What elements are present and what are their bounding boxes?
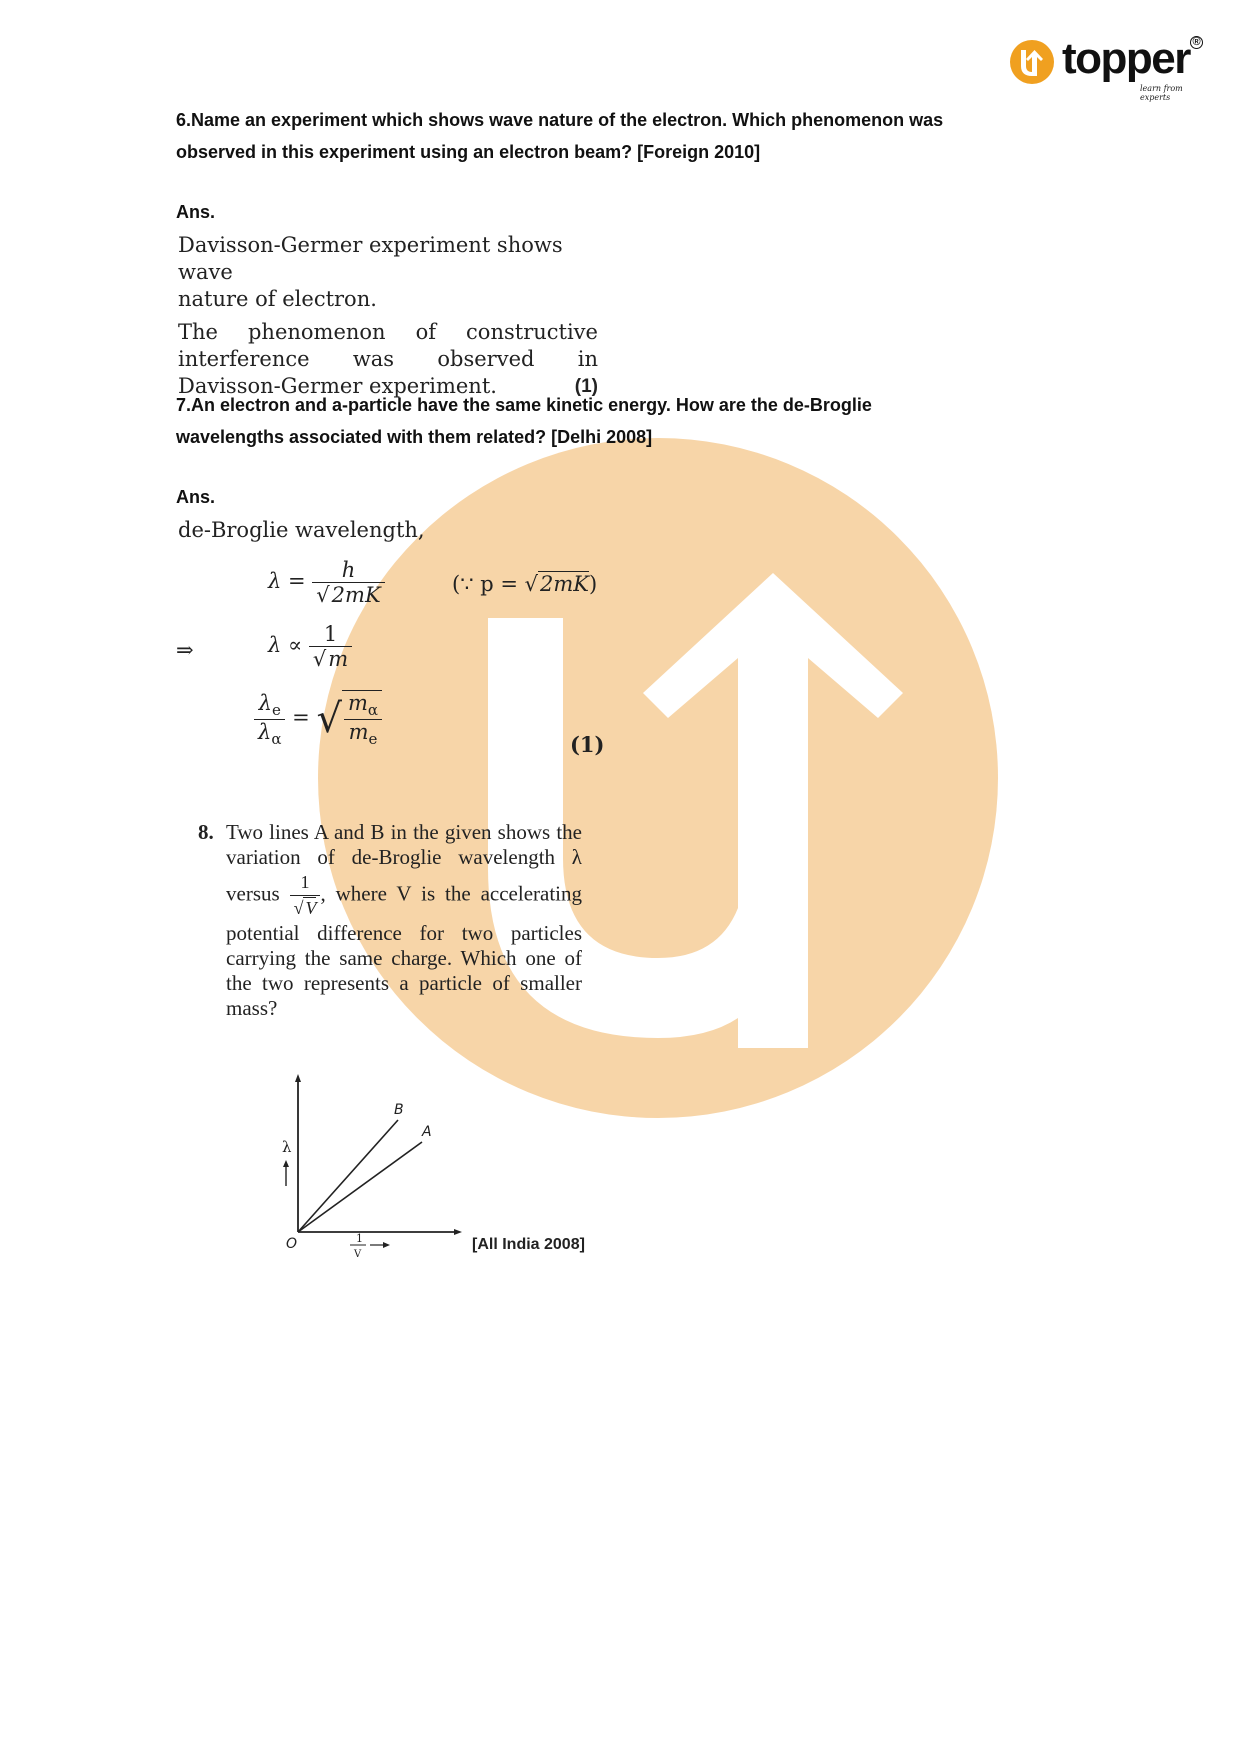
word: phenomenon bbox=[247, 320, 386, 344]
x-label-numerator: 1 bbox=[356, 1232, 363, 1245]
equation-2-lhs: λ ∝ bbox=[268, 633, 303, 657]
line-a bbox=[298, 1142, 422, 1232]
wavelength-graph bbox=[262, 1070, 482, 1260]
y-label-arrow-icon bbox=[283, 1160, 289, 1167]
answer-6-line-4 bbox=[178, 346, 598, 373]
line-a-label: A bbox=[422, 1124, 432, 1140]
subscript: e bbox=[368, 730, 378, 749]
equation-3-lhs-numerator bbox=[254, 691, 285, 720]
equation-1-numerator: h bbox=[312, 558, 384, 583]
question-7-line-2: wavelengths associated with them related? [Delhi 2008] bbox=[176, 427, 653, 447]
subscript: α bbox=[367, 701, 378, 720]
equation-3-lhs-denominator bbox=[254, 720, 285, 748]
word: The bbox=[178, 320, 218, 344]
brand-logo bbox=[1010, 34, 1210, 102]
note-radicand: 2mK bbox=[540, 572, 589, 596]
word: interference bbox=[178, 347, 310, 371]
line-b-label: B bbox=[394, 1102, 404, 1118]
question-6 bbox=[176, 104, 943, 168]
equation-1 bbox=[268, 558, 385, 607]
mass-symbol: m bbox=[348, 720, 369, 745]
question-8-text bbox=[226, 820, 582, 1021]
answer-6-line-3 bbox=[178, 319, 598, 346]
question-6-line-2: observed in this experiment using an electron beam? [Foreign 2010] bbox=[176, 142, 761, 162]
equation-2-denominator: √m bbox=[312, 647, 349, 671]
word: constructive bbox=[466, 320, 598, 344]
question-8-text-b: , where V is the accelerating potential difference for two particles carrying the same charge. Which one of the two represents a particle of smaller mass? bbox=[226, 881, 583, 1020]
equation-3-radicand-numerator bbox=[344, 691, 382, 720]
word: observed bbox=[437, 347, 535, 371]
equation-2 bbox=[268, 622, 352, 671]
registered-mark: ® bbox=[1190, 36, 1203, 49]
equals-sign: = bbox=[292, 705, 310, 730]
mass-symbol: m bbox=[347, 691, 368, 715]
answer-6-line-5-text: Davisson-Germer experiment. bbox=[178, 374, 497, 398]
word: in bbox=[577, 347, 598, 371]
equation-1-lhs: λ = bbox=[268, 569, 306, 593]
question-8-reference: [All India 2008] bbox=[472, 1236, 585, 1253]
answer-6-body bbox=[178, 232, 598, 400]
x-label-arrow-icon bbox=[383, 1242, 390, 1248]
y-axis-arrow-icon bbox=[295, 1074, 301, 1082]
equation-2-radicand: m bbox=[328, 647, 349, 671]
answer-6-line-2: nature of electron. bbox=[178, 287, 377, 311]
subscript: α bbox=[271, 729, 282, 748]
radical-sign: √ bbox=[316, 696, 342, 743]
question-8-fraction bbox=[290, 870, 321, 921]
fraction-denominator: √ V bbox=[293, 898, 317, 918]
logo-wordmark: topper bbox=[1062, 34, 1190, 83]
answer-7-label: Ans. bbox=[176, 487, 216, 507]
question-7-line-1: 7.An electron and a-particle have the same kinetic energy. How are the de-Broglie bbox=[176, 395, 872, 415]
x-axis-arrow-icon bbox=[454, 1229, 462, 1235]
question-8-text-a: Two lines A and B in the given shows the variation of de-Broglie wavelength λ versus bbox=[226, 820, 582, 906]
word: of bbox=[415, 320, 437, 344]
lambda: λ bbox=[258, 690, 272, 715]
equation-3-radicand-fraction bbox=[342, 690, 382, 748]
subscript: e bbox=[271, 700, 281, 719]
logo-badge-icon bbox=[1010, 40, 1054, 84]
implies-symbol: ⇒ bbox=[176, 638, 194, 662]
line-b bbox=[298, 1120, 398, 1232]
word: was bbox=[352, 347, 395, 371]
question-7 bbox=[176, 389, 872, 453]
equation-1-denominator: √2mK bbox=[316, 583, 381, 607]
answer-6-mark: (1) bbox=[574, 376, 598, 397]
answer-7-mark: (1) bbox=[570, 732, 605, 757]
answer-6-line-1: Davisson-Germer experiment shows wave bbox=[178, 233, 563, 284]
question-6-line-1: 6.Name an experiment which shows wave nature of the electron. Which phenomenon was bbox=[176, 110, 944, 130]
note-prefix: (∵ p = bbox=[452, 572, 518, 596]
question-8-number: 8. bbox=[198, 820, 214, 844]
y-axis-label: λ bbox=[282, 1138, 292, 1156]
equation-2-numerator: 1 bbox=[309, 622, 352, 647]
logo-tagline: learn from experts bbox=[1140, 84, 1183, 102]
equation-3 bbox=[254, 690, 382, 748]
equation-1-radicand: 2mK bbox=[331, 583, 381, 607]
note-suffix: ) bbox=[588, 572, 598, 596]
equation-1-note: (∵ p = √2mK) bbox=[452, 572, 598, 596]
equation-1-fraction bbox=[312, 558, 384, 607]
equation-2-fraction bbox=[309, 622, 352, 671]
origin-label: O bbox=[286, 1236, 298, 1252]
fraction-radicand: V bbox=[305, 898, 317, 918]
answer-7-intro: de-Broglie wavelength, bbox=[178, 518, 425, 542]
fraction-numerator: 1 bbox=[290, 870, 321, 896]
answer-6-label: Ans. bbox=[176, 202, 216, 222]
equation-3-lhs-fraction bbox=[254, 691, 285, 748]
equation-3-radicand-denominator bbox=[344, 720, 382, 748]
lambda: λ bbox=[258, 719, 272, 744]
x-label-radicand: V bbox=[354, 1249, 362, 1260]
